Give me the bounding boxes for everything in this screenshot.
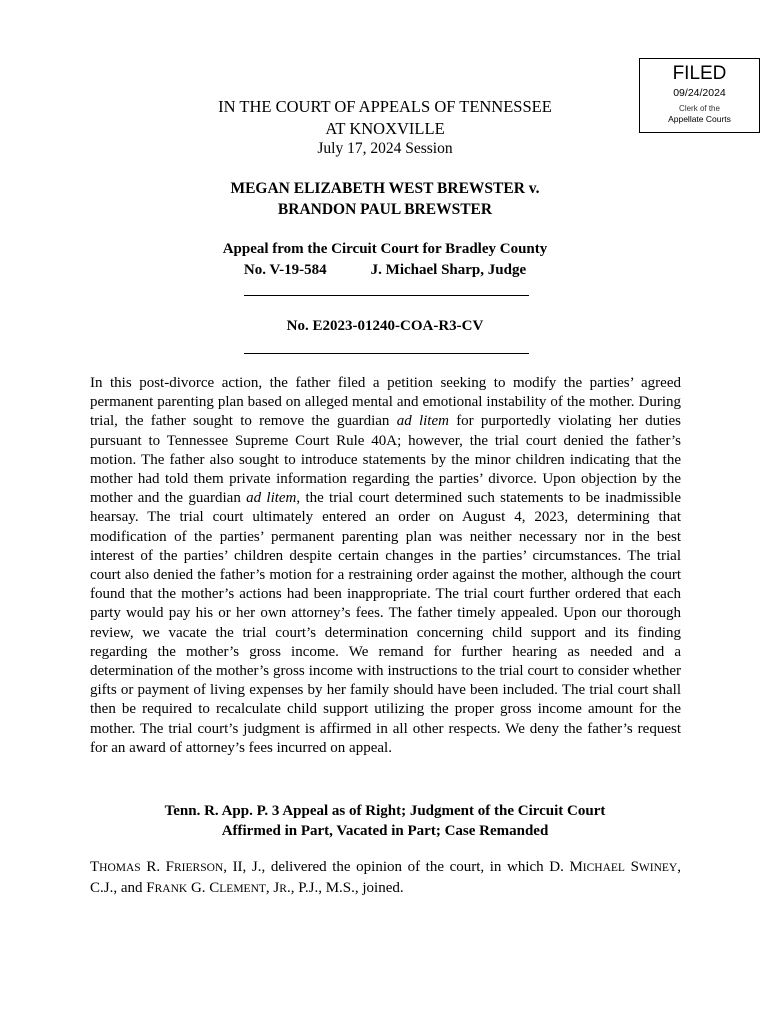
session-date: July 17, 2024 Session — [317, 140, 453, 157]
courts-line: Appellate Courts — [668, 114, 731, 124]
trial-number: No. V-19-584 — [243, 262, 327, 278]
divider-top — [244, 295, 529, 296]
disposition-line1: Tenn. R. App. P. 3 Appeal as of Right; Judgment of the Circuit Court — [164, 803, 606, 819]
clerk-line: Clerk of the — [679, 104, 720, 113]
case-name — [0, 178, 770, 220]
author1-last-rest: RIERSON — [174, 862, 224, 874]
author3-suffix-rest: R — [279, 883, 287, 895]
author-text-6: ., P.J., M.S., joined. — [286, 880, 404, 896]
summary-text-3: , the trial court determined such statements to be inadmissible hearsay. The trial court ultimately entered an order on August 4, 2023, determining that modification of the parties’ permanent parenting plan was neither necessary nor in the best interest of the parties’ children despite certain changes in the parties’ circumstances. The trial court also denied the father’s motion for a restraining order against the mother, although the court found that the mother’s actions had been inappropriate. The trial court further ordered that each party would pay his or her own attorney’s fees. The father timely appealed. Upon our thorough review, we vacate the trial court’s determination concerning child support and its finding regarding the mother’s gross income. We remand for further hearing as needed and a determination of the mother’s gross income with instructions to the trial court to consider whether gifts or payment of living expenses by her family should have been included. The trial court shall then be required to recalculate child support utilizing the proper gross income amount for the mother. The trial court’s judgment is affirmed in all other respects. We deny the father’s request for an award of attorney’s fees incurred on appeal. — [90, 490, 681, 756]
author2-first-rest: ICHAEL — [582, 862, 625, 874]
disposition — [0, 801, 770, 841]
case-name-line2: BRANDON PAUL BREWSTER — [277, 201, 493, 218]
disposition-line2: Affirmed in Part, Vacated in Part; Case Remanded — [221, 823, 549, 839]
author-text-2: S — [624, 859, 639, 875]
author-text-3: , C.J., and F — [90, 859, 681, 896]
divider-bottom — [244, 353, 529, 354]
author3-last-rest: LEMENT — [219, 883, 266, 895]
court-title — [0, 96, 770, 140]
author1-middle: R. F — [140, 859, 175, 875]
summary-text-1: In this post-divorce action, the father filed a petition seeking to modify the parties’ agreed permanent parenting plan based on alleged mental and emotional instability of the mother. During trial, the father sought to remove the guardian — [90, 375, 681, 430]
court-location: AT KNOXVILLE — [325, 119, 445, 138]
author1-first-rest: HOMAS — [99, 862, 141, 874]
authorship-line — [90, 857, 681, 899]
summary-italic-1: ad litem — [396, 413, 449, 430]
author-text-5: , J — [265, 880, 280, 896]
author2-last-rest: WINEY — [638, 862, 678, 874]
filed-label: FILED — [672, 63, 727, 84]
summary-text-2: for purportedly violating her duties pursuant to Tennessee Supreme Court Rule 40A; however, the trial court denied the father’s motion. The father also sought to introduce statements by the minor children indicating that the mother had told them private information regarding the parties’ divorce. Upon objection by the mother and the guardian — [90, 413, 681, 507]
author-text-1: , II, J., delivered the opinion of the court, in which D. M — [223, 859, 583, 875]
case-name-line1: MEGAN ELIZABETH WEST BREWSTER v. — [230, 180, 540, 197]
author-text-4: G. C — [187, 880, 220, 896]
trial-judge: J. Michael Sharp, Judge — [370, 262, 527, 278]
docket-number: No. E2023-01240-COA-R3-CV — [286, 318, 484, 334]
appeal-info — [0, 239, 770, 281]
summary-italic-2: ad litem — [246, 490, 297, 507]
case-summary — [90, 374, 681, 758]
trial-info — [0, 260, 770, 281]
filed-date: 09/24/2024 — [673, 87, 726, 99]
court-name: IN THE COURT OF APPEALS OF TENNESSEE — [218, 97, 552, 116]
author1-initial: T — [90, 859, 100, 875]
author3-first-rest: RANK — [154, 883, 188, 895]
appeal-from: Appeal from the Circuit Court for Bradley County — [222, 241, 548, 257]
